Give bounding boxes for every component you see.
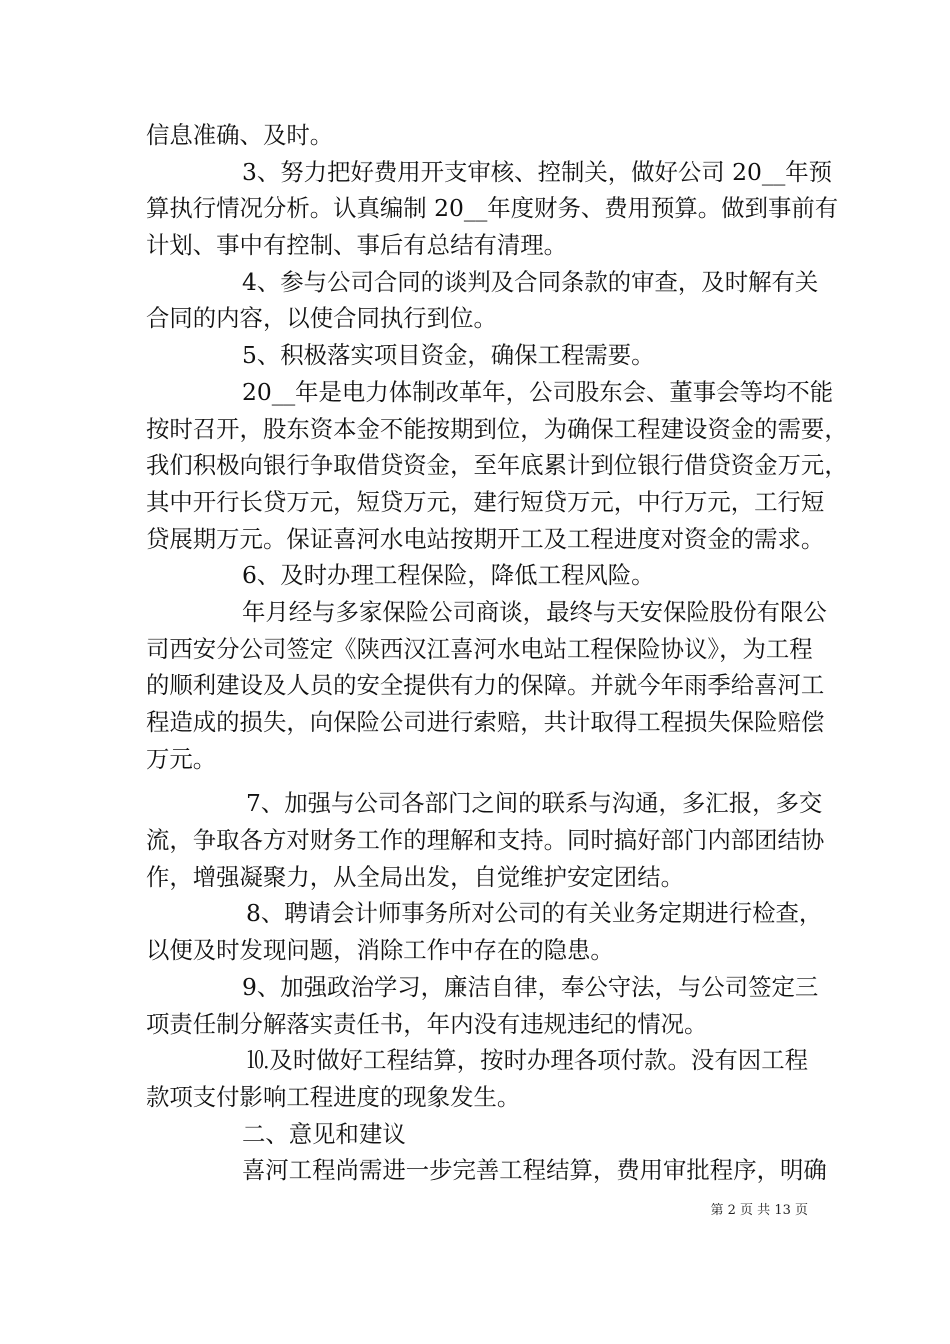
- text-line: 计划、事中有控制、事后有总结有清理。: [146, 231, 568, 260]
- text-line: 贷展期万元。保证喜河水电站按期开工及工程进度对资金的需求。: [146, 524, 825, 553]
- text-line: 8、聘请会计师事务所对公司的有关业务定期进行检查，: [246, 899, 823, 928]
- paragraph-gap: [146, 777, 808, 785]
- text-line: 4、参与公司合同的谈判及合同条款的审查，及时解有关: [242, 267, 819, 296]
- text-line: 按时召开，股东资本金不能按期到位，为确保工程建设资金的需要，: [146, 414, 848, 443]
- text-line: 年月经与多家保险公司商谈，最终与天安保险股份有限公: [242, 597, 827, 626]
- text-line: 3、努力把好费用开支审核、控制关，做好公司 20__年预: [242, 157, 833, 186]
- section-heading: 二、意见和建议: [242, 1119, 406, 1148]
- text-line: 作，增强凝聚力，从全局出发，自觉维护安定团结。: [146, 862, 684, 891]
- text-line: 其中开行长贷万元，短贷万元，建行短贷万元，中行万元，工行短: [146, 487, 825, 516]
- text-line: 司西安分公司签定《陕西汉江喜河水电站工程保险协议》，为工程: [146, 634, 813, 663]
- text-line: 项责任制分解落实责任书，年内没有违规违纪的情况。: [146, 1009, 708, 1038]
- text-line: 20__年是电力体制改革年，公司股东会、董事会等均不能: [242, 377, 834, 406]
- text-line: 万元。: [146, 744, 217, 773]
- document-body: [146, 117, 848, 1189]
- page-number: 第 2 页 共 13 页: [710, 1203, 808, 1218]
- text-line: 款项支付影响工程进度的现象发生。: [146, 1082, 521, 1111]
- text-line: 7、加强与公司各部门之间的联系与沟通，多汇报，多交: [246, 789, 823, 818]
- text-line: 流，争取各方对财务工作的理解和支持。同时搞好部门内部团结协: [146, 826, 825, 855]
- text-line: 6、及时办理工程保险，降低工程风险。: [242, 561, 655, 590]
- text-line: 程造成的损失，向保险公司进行索赔，共计取得工程损失保险赔偿: [146, 708, 825, 736]
- text-line: 5、积极落实项目资金，确保工程需要。: [242, 341, 655, 370]
- text-line: 我们积极向银行争取借贷资金，至年底累计到位银行借贷资金万元，: [146, 451, 848, 480]
- text-line: 合同的内容，以使合同执行到位。: [146, 304, 497, 333]
- text-line: 的顺利建设及人员的安全提供有力的保障。并就今年雨季给喜河工: [146, 671, 825, 700]
- text-line: ⒑及时做好工程结算，按时办理各项付款。没有因工程: [246, 1046, 808, 1075]
- text-line: 信息准确、及时。: [146, 121, 334, 149]
- text-line: 算执行情况分析。认真编制 20__年度财务、费用预算。做到事前有: [146, 194, 839, 223]
- text-line: 以便及时发现问题，消除工作中存在的隐患。: [146, 936, 614, 965]
- text-line: 喜河工程尚需进一步完善工程结算，费用审批程序，明确: [242, 1156, 827, 1185]
- text-line: 9、加强政治学习，廉洁自律，奉公守法，与公司签定三: [242, 972, 819, 1001]
